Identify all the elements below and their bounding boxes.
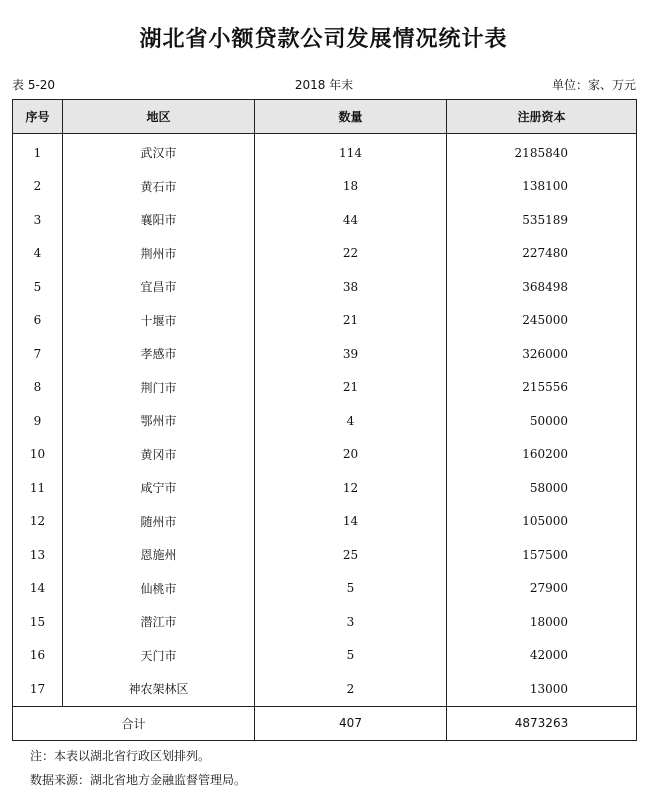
table-row — [13, 371, 637, 405]
notes — [30, 744, 246, 792]
table-unit: 单位：家、万元 — [551, 78, 636, 92]
row-region: 黄冈市 — [63, 438, 255, 472]
source-text: 数据来源：湖北省地方金融监督管理局。 — [30, 773, 247, 787]
row-index: 2 — [13, 170, 63, 204]
row-region: 武汉市 — [63, 134, 255, 170]
row-index: 9 — [13, 404, 63, 438]
row-count: 38 — [255, 270, 447, 304]
row-capital: 58000 — [447, 471, 637, 505]
row-count: 5 — [255, 639, 447, 673]
row-index: 12 — [13, 505, 63, 539]
row-count: 5 — [255, 572, 447, 606]
row-index: 15 — [13, 605, 63, 639]
table-row — [13, 237, 637, 271]
row-capital: 215556 — [447, 371, 637, 405]
header-row — [13, 100, 637, 134]
row-region: 十堰市 — [63, 304, 255, 338]
row-region: 荆门市 — [63, 371, 255, 405]
row-capital: 138100 — [447, 170, 637, 204]
row-index: 14 — [13, 572, 63, 606]
row-region: 孝感市 — [63, 337, 255, 371]
row-count: 3 — [255, 605, 447, 639]
column-header-capital: 注册资本 — [447, 100, 637, 134]
note-text: 注：本表以湖北省行政区划排列。 — [30, 749, 211, 763]
column-header-region: 地区 — [63, 100, 255, 134]
row-capital: 13000 — [447, 672, 637, 706]
row-index: 17 — [13, 672, 63, 706]
total-row — [13, 706, 637, 740]
row-index: 1 — [13, 134, 63, 170]
row-count: 114 — [255, 134, 447, 170]
statistics-table — [12, 99, 637, 741]
row-capital: 42000 — [447, 639, 637, 673]
row-count: 22 — [255, 237, 447, 271]
row-region: 襄阳市 — [63, 203, 255, 237]
table-row — [13, 134, 637, 170]
row-count: 25 — [255, 538, 447, 572]
row-index: 3 — [13, 203, 63, 237]
row-region: 恩施州 — [63, 538, 255, 572]
table-period: 2018 年末 — [294, 78, 354, 92]
row-capital: 245000 — [447, 304, 637, 338]
row-capital: 157500 — [447, 538, 637, 572]
row-capital: 50000 — [447, 404, 637, 438]
row-capital: 27900 — [447, 572, 637, 606]
total-label: 合计 — [13, 706, 255, 740]
row-region: 宜昌市 — [63, 270, 255, 304]
row-index: 13 — [13, 538, 63, 572]
row-count: 20 — [255, 438, 447, 472]
table-row — [13, 605, 637, 639]
row-count: 21 — [255, 304, 447, 338]
row-region: 仙桃市 — [63, 572, 255, 606]
row-index: 16 — [13, 639, 63, 673]
table-row — [13, 672, 637, 706]
table-row — [13, 471, 637, 505]
row-count: 12 — [255, 471, 447, 505]
table-meta — [12, 76, 636, 94]
table-row — [13, 505, 637, 539]
row-region: 神农架林区 — [63, 672, 255, 706]
table-row — [13, 404, 637, 438]
row-index: 8 — [13, 371, 63, 405]
row-capital: 105000 — [447, 505, 637, 539]
row-capital: 160200 — [447, 438, 637, 472]
row-region: 咸宁市 — [63, 471, 255, 505]
table-row — [13, 337, 637, 371]
row-count: 2 — [255, 672, 447, 706]
row-capital: 2185840 — [447, 134, 637, 170]
row-count: 21 — [255, 371, 447, 405]
row-region: 荆州市 — [63, 237, 255, 271]
row-index: 11 — [13, 471, 63, 505]
row-count: 39 — [255, 337, 447, 371]
row-capital: 18000 — [447, 605, 637, 639]
column-header-index: 序号 — [13, 100, 63, 134]
table-row — [13, 572, 637, 606]
row-region: 随州市 — [63, 505, 255, 539]
row-region: 潜江市 — [63, 605, 255, 639]
row-capital: 535189 — [447, 203, 637, 237]
row-count: 18 — [255, 170, 447, 204]
total-count: 407 — [255, 706, 447, 740]
row-index: 7 — [13, 337, 63, 371]
row-capital: 227480 — [447, 237, 637, 271]
table-row — [13, 270, 637, 304]
page-title: 湖北省小额贷款公司发展情况统计表 — [139, 27, 508, 52]
table-row — [13, 639, 637, 673]
row-region: 黄石市 — [63, 170, 255, 204]
table-row — [13, 538, 637, 572]
row-index: 5 — [13, 270, 63, 304]
table-row — [13, 438, 637, 472]
row-capital: 368498 — [447, 270, 637, 304]
row-index: 4 — [13, 237, 63, 271]
row-region: 天门市 — [63, 639, 255, 673]
row-index: 10 — [13, 438, 63, 472]
table-row — [13, 203, 637, 237]
row-count: 14 — [255, 505, 447, 539]
table-row — [13, 304, 637, 338]
row-region: 鄂州市 — [63, 404, 255, 438]
column-header-count: 数量 — [255, 100, 447, 134]
total-capital: 4873263 — [447, 706, 637, 740]
table-number: 表 5-20 — [12, 78, 56, 92]
row-count: 4 — [255, 404, 447, 438]
row-count: 44 — [255, 203, 447, 237]
table-row — [13, 170, 637, 204]
row-capital: 326000 — [447, 337, 637, 371]
row-index: 6 — [13, 304, 63, 338]
